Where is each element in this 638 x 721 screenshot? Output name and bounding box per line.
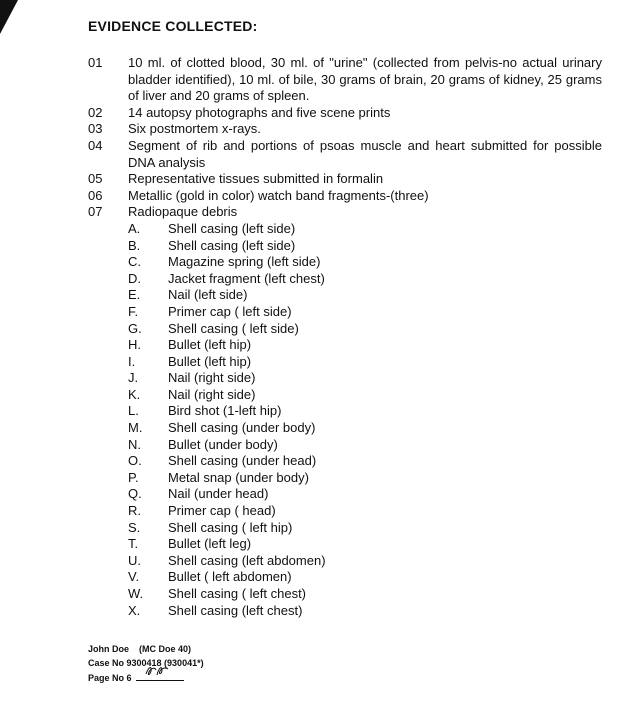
document-footer	[88, 643, 204, 686]
subitem-text: Shell casing (left chest)	[168, 602, 303, 618]
subitem-letter: Q.	[128, 486, 142, 502]
corner-mark-icon	[0, 0, 20, 40]
debris-subitem	[128, 238, 602, 255]
debris-subitem	[128, 271, 602, 288]
handwritten-initials-icon	[144, 664, 174, 678]
subitem-letter: C.	[128, 254, 141, 270]
subitem-text: Shell casing ( left chest)	[168, 586, 307, 601]
item-number: 06	[88, 187, 103, 203]
debris-subitem	[128, 354, 602, 371]
debris-subitem	[128, 520, 602, 537]
subitem-text: Bird shot (1-left hip)	[168, 403, 282, 419]
subitem-text: Shell casing (left abdomen)	[168, 552, 326, 568]
footer-name-line: John Doe (MC Doe 40)	[88, 644, 192, 654]
debris-subitem	[128, 569, 602, 586]
evidence-item	[88, 55, 602, 105]
debris-subitem	[128, 321, 602, 338]
debris-subitem	[128, 437, 602, 454]
debris-subitem	[128, 553, 602, 570]
subitem-letter: F.	[128, 303, 139, 319]
debris-subitem	[128, 470, 602, 487]
item-number: 05	[88, 171, 103, 187]
subitem-text: Shell casing (left side)	[168, 237, 296, 253]
subitem-letter: N.	[128, 436, 141, 452]
subitem-text: Nail (right side)	[168, 370, 256, 386]
footer-page-label: Page No 6	[88, 673, 132, 683]
subitem-text: Magazine spring (left side)	[168, 254, 321, 270]
debris-subitem	[128, 603, 602, 620]
subitem-letter: U.	[128, 552, 141, 568]
subitem-text: Jacket fragment (left chest)	[168, 270, 325, 286]
subitem-text: Bullet (under body)	[168, 436, 278, 452]
subitem-letter: I.	[128, 353, 136, 369]
subitem-letter: D.	[128, 270, 141, 286]
subitem-letter: K.	[128, 386, 141, 402]
subitem-letter: E.	[128, 287, 141, 303]
debris-subitem	[128, 503, 602, 520]
subitem-text: Nail (left side)	[168, 287, 248, 303]
debris-subitem	[128, 453, 602, 470]
subitem-letter: B.	[128, 237, 141, 253]
subitem-letter: V.	[128, 569, 140, 585]
debris-subitem	[128, 586, 602, 603]
debris-subitem	[128, 337, 602, 354]
item-number: 03	[88, 121, 103, 137]
subitem-text: Primer cap ( head)	[168, 503, 276, 519]
footer-case-line: Case No 9300418 (930041*)	[88, 657, 204, 668]
item-number: 01	[88, 55, 103, 70]
item-text: Representative tissues submitted in formalin	[128, 171, 384, 187]
debris-subitem	[128, 420, 602, 437]
item-text: Segment of rib and portions of psoas muscle and heart submitted for possible DNA analysis	[128, 137, 602, 170]
debris-subitem	[128, 370, 602, 387]
subitem-text: Shell casing (left side)	[168, 220, 296, 236]
section-heading: EVIDENCE COLLECTED:	[88, 18, 258, 34]
subitem-text: Bullet (left leg)	[168, 536, 252, 552]
subitem-letter: P.	[128, 469, 139, 485]
subitem-letter: A.	[128, 220, 141, 236]
subitem-letter: G.	[128, 320, 142, 336]
subitem-letter: T.	[128, 536, 139, 552]
subitem-text: Shell casing ( left side)	[168, 320, 299, 336]
item-text: Metallic (gold in color) watch band fragments-(three)	[128, 187, 429, 203]
subitem-text: Nail (right side)	[168, 386, 256, 402]
item-number: 04	[88, 137, 103, 153]
evidence-item	[88, 121, 602, 138]
footer-page-line	[88, 670, 204, 686]
debris-subitem	[128, 254, 602, 271]
debris-subitem	[128, 287, 602, 304]
debris-subitem	[128, 403, 602, 420]
subitem-letter: H.	[128, 337, 141, 353]
subitem-text: Metal snap (under body)	[168, 469, 309, 485]
subitem-letter: W.	[128, 586, 144, 601]
evidence-list	[88, 55, 602, 619]
evidence-item	[88, 105, 602, 122]
debris-subitem	[128, 536, 602, 553]
subitem-text: Bullet (left hip)	[168, 353, 252, 369]
debris-subitem	[128, 304, 602, 321]
debris-sublist	[128, 221, 602, 619]
subitem-letter: L.	[128, 403, 139, 419]
evidence-item	[88, 188, 602, 205]
subitem-letter: O.	[128, 453, 142, 469]
item-number: 02	[88, 104, 103, 120]
subitem-letter: M.	[128, 420, 143, 436]
subitem-text: Shell casing ( left hip)	[168, 519, 293, 535]
subitem-letter: J.	[128, 370, 139, 386]
subitem-text: Shell casing (under body)	[168, 420, 316, 436]
page-initials-signature	[136, 670, 184, 681]
evidence-item	[88, 171, 602, 188]
item-text: 10 ml. of clotted blood, 30 ml. of "urine" (collected from pelvis-no actual urinary bladder identified), 10 ml. of bile, 30 grams of brain, 20 grams of kidney, 25 grams of liver and 20 grams of spleen.	[128, 55, 602, 104]
debris-subitem	[128, 486, 602, 503]
item-number: 07	[88, 204, 103, 220]
subitem-letter: S.	[128, 519, 141, 535]
subitem-letter: R.	[128, 503, 141, 519]
item-text: Radiopaque debris	[128, 204, 238, 220]
item-text: 14 autopsy photographs and five scene prints	[128, 104, 391, 120]
subitem-text: Shell casing (under head)	[168, 453, 317, 469]
subitem-text: Bullet (left hip)	[168, 337, 252, 353]
item-text: Six postmortem x-rays.	[128, 121, 261, 137]
subitem-text: Bullet ( left abdomen)	[168, 569, 292, 585]
debris-subitem	[128, 387, 602, 404]
evidence-item	[88, 138, 602, 171]
evidence-item	[88, 204, 602, 221]
subitem-text: Nail (under head)	[168, 486, 269, 502]
debris-subitem	[128, 221, 602, 238]
subitem-text: Primer cap ( left side)	[168, 303, 292, 319]
subitem-letter: X.	[128, 602, 141, 618]
